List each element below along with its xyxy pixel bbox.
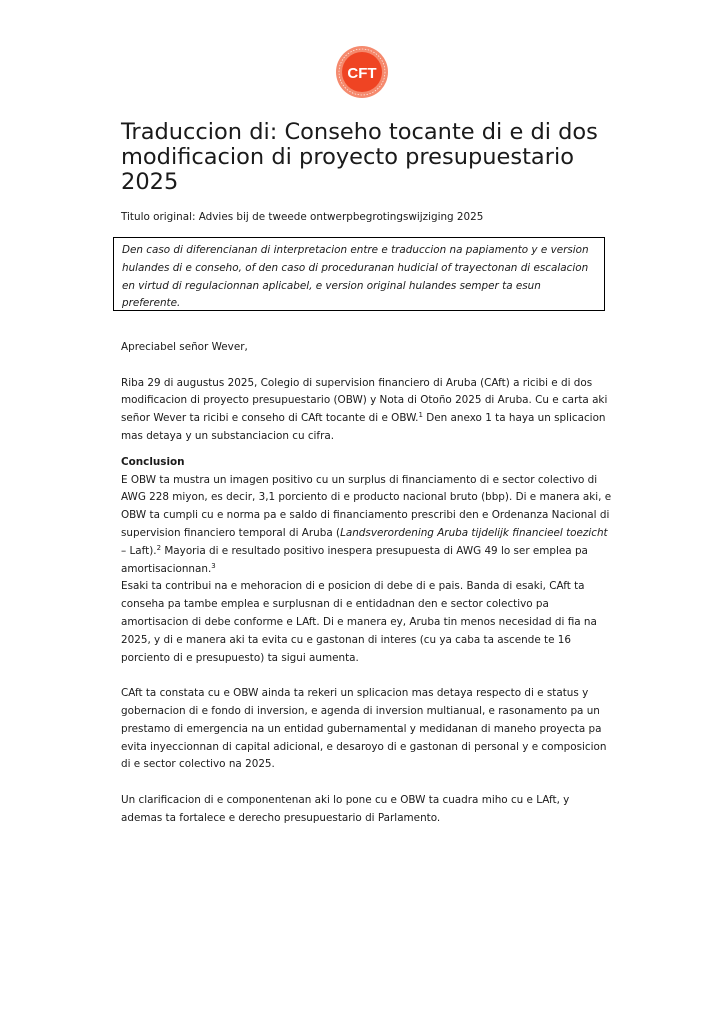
conclusion-text-c: Mayoria di e resultado positivo inespera presupuesta di AWG 49 lo ser emplea pa amortisacionnan. (121, 544, 588, 575)
conclusion-text-b: – Laft). (121, 544, 157, 557)
law-name: Landsverordening Aruba tijdelijk financieel toezicht (340, 526, 608, 539)
page-title: Traduccion di: Conseho tocante di e di dos modificacion di proyecto presupuestario 2025 (121, 119, 598, 195)
explanation-paragraph: CAft ta constata cu e OBW ainda ta rekeri un splicacion mas detaya respecto di e status y gobernacion di e fondo di inversion, e agenda di inversion multianual, e rasonamento pa un prestamo di emergencia na un entidad gubernamental y medidanan di maneho proyecta pa evita inyeccionnan di capital adicional, e desaroyo di e gastonan di personal y e composicion di e sector colectivo na 2025. (121, 687, 607, 771)
intro-text: Riba 29 di augustus 2025, Colegio di supervision financiero di Aruba (CAft) a ricibi e di dos modificacion di proyecto presupuestario (OBW) y Nota di Otoño 2025 di Aruba. Cu e carta aki señor Wever ta ricibi e conseho di CAft tocante di e OBW. (121, 376, 608, 425)
intro-paragraph (121, 375, 613, 446)
closing-paragraph: Un clarificacion di e componentenan aki lo pone cu e OBW ta cuadra miho cu e LAft, y ademas ta fortalece e derecho presupuestario di Parlamento. (121, 793, 570, 824)
letter-body (121, 339, 613, 828)
footnote-ref-2[interactable]: 2 (156, 543, 162, 552)
footnote-ref-1[interactable]: 1 (418, 411, 423, 420)
logo-text: CFT (347, 65, 377, 82)
cft-logo (335, 45, 389, 99)
conclusion-paragraph-continued: Esaki ta contribui na e mehoracion di e posicion di debe di e pais. Banda di esaki, CAft ta conseha pa tambe emplea e surplusnan di e entidadnan den e sector colectivo pa amortisacion di debe conforme e LAft. Di e manera ey, Aruba tin menos necesidad di fia na 2025, y di e manera aki ta evita cu e gastonan di interes (cu ya caba ta ascende te 16 porciento di e presupuesto) ta sigui aumenta. (121, 580, 597, 664)
translation-notice-box (113, 237, 605, 311)
intro-text-after: Den anexo 1 ta haya un splicacion mas detaya y un substanciacion cu cifra. (121, 412, 606, 442)
footnote-ref-3[interactable]: 3 (211, 561, 216, 570)
greeting: Apreciabel señor Wever, (121, 341, 248, 353)
conclusion-heading: Conclusion (121, 455, 185, 468)
cft-logo-graphic (335, 45, 389, 99)
conclusion-text-a: E OBW ta mustra un imagen positivo cu un surplus di financiamento di e sector colectivo di AWG 228 miyon, es decir, 3,1 porciento di e producto nacional bruto (bbp). Di e manera aki, e OBW ta cumpli cu e norma pa e saldo di financiamento prescribi den e Ordenanza Nacional di supervision financiero temporal di Aruba ( (121, 473, 612, 539)
conclusion-paragraph (121, 472, 613, 579)
original-title: Titulo original: Advies bij de tweede ontwerpbegrotingswijziging 2025 (121, 211, 484, 223)
translation-notice-text: Den caso di diferencianan di interpretacion entre e traduccion na papiamento y e version hulandes di e conseho, of den caso di proceduranan hudicial of trayectonan di escalacion en virtud di regulacionnan aplicabel, e version original hulandes semper ta esun preferente. (122, 244, 589, 310)
